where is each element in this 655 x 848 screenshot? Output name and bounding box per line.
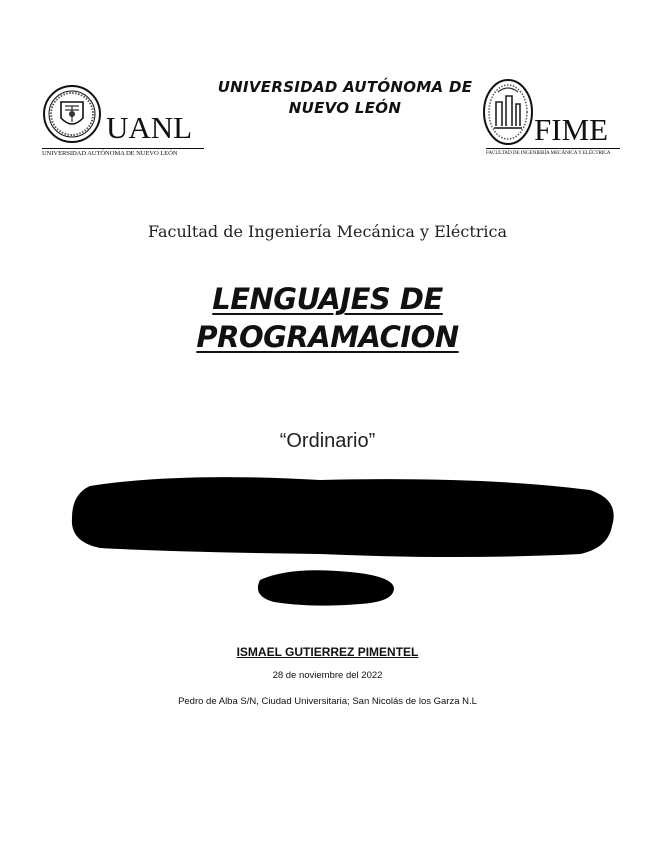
redaction-scribble-small <box>258 570 394 605</box>
redaction-scribble-large <box>72 477 614 557</box>
course-title <box>0 280 655 356</box>
university-title-line1: UNIVERSIDAD AUTÓNOMA DE <box>217 78 473 96</box>
author-name: ISMAEL GUTIERREZ PIMENTEL <box>236 645 419 659</box>
uanl-logo <box>42 84 212 162</box>
exam-subtitle: “Ordinario” <box>279 430 376 452</box>
fime-logo <box>482 78 620 162</box>
faculty-name: Facultad de Ingeniería Mecánica y Eléctrica <box>147 222 508 241</box>
uanl-caption: UNIVERSIDAD AUTÓNOMA DE NUEVO LEÓN <box>42 150 178 157</box>
redaction-marks <box>60 468 625 618</box>
fime-caption: FACULTAD DE INGENIERÍA MECÁNICA Y ELÉCTRICA <box>486 150 611 156</box>
course-title-line2: PROGRAMACION <box>196 320 459 354</box>
university-address: Pedro de Alba S/N, Ciudad Universitaria; San Nicolás de los Garza N.L <box>178 696 477 707</box>
university-title-line2: NUEVO LEÓN <box>288 99 402 117</box>
fime-seal-icon <box>482 78 534 146</box>
fime-wordmark: FIME <box>534 112 609 147</box>
uanl-seal-icon <box>42 84 104 148</box>
course-title-line1: LENGUAJES DE <box>212 282 443 316</box>
university-title <box>200 77 490 119</box>
document-date: 28 de noviembre del 2022 <box>272 670 383 681</box>
uanl-wordmark: UANL <box>106 110 193 145</box>
